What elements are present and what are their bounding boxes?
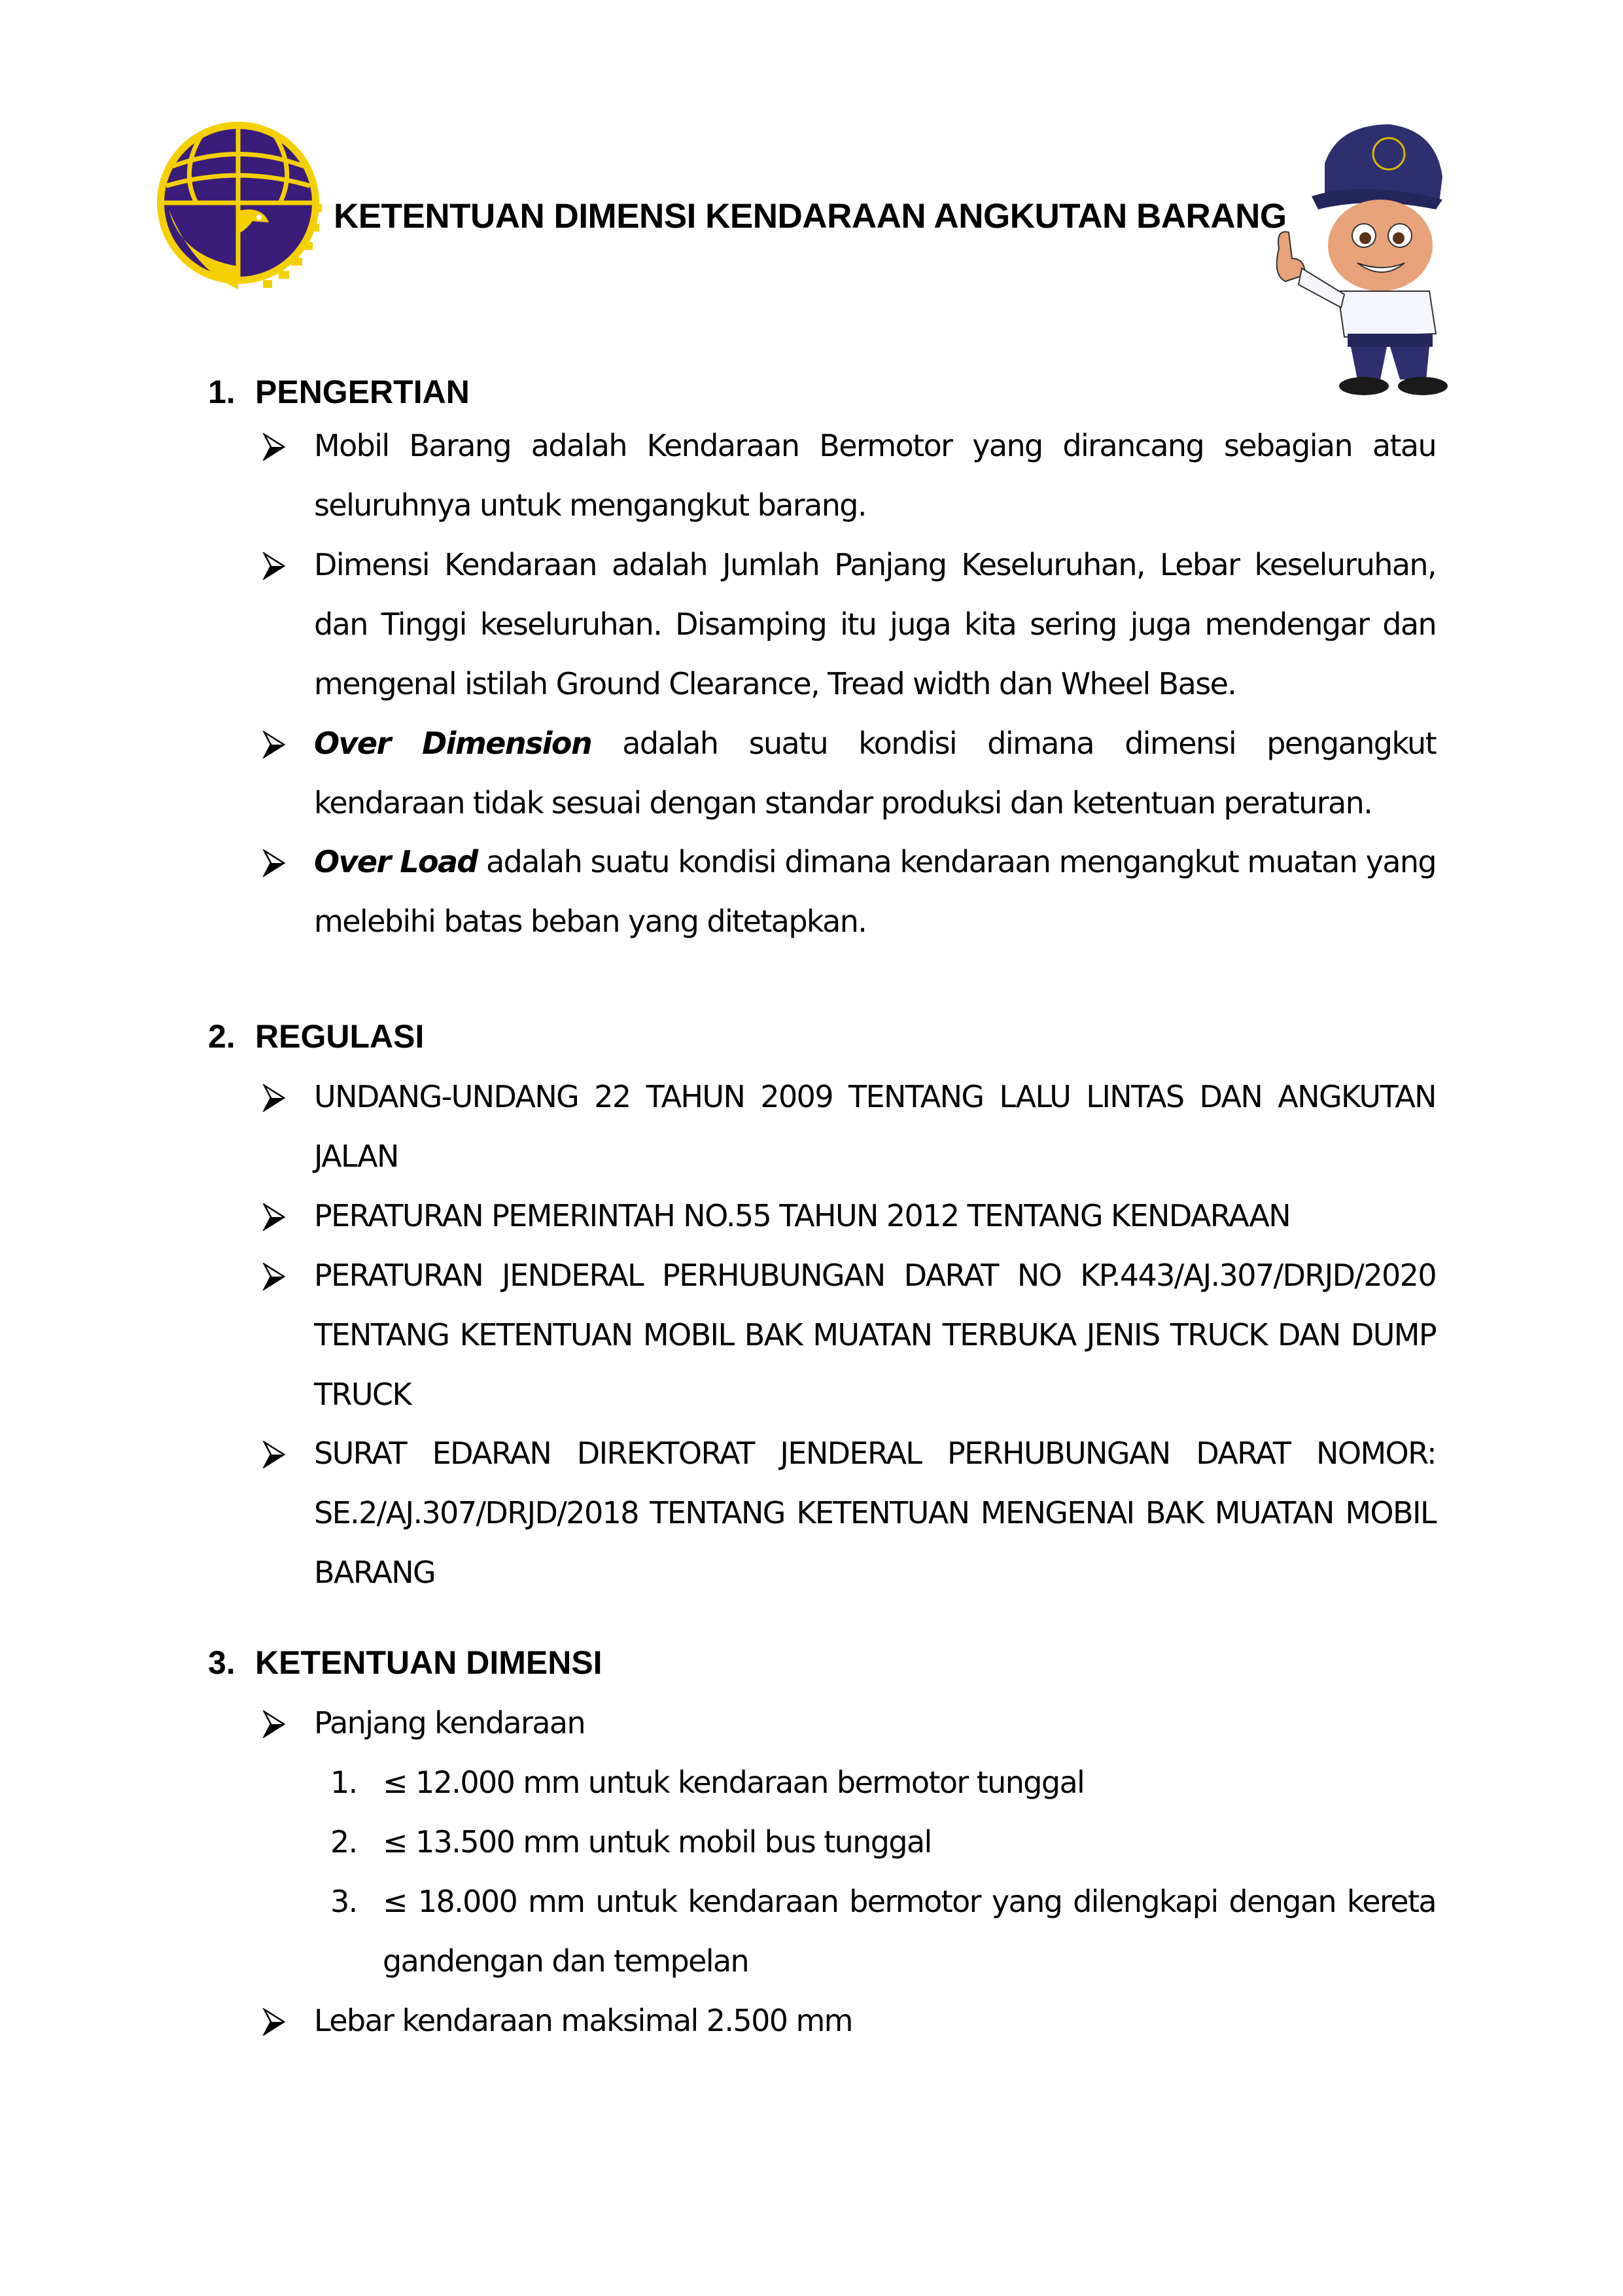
arrow-bullet-icon	[262, 433, 288, 461]
sublist-number: 1.	[330, 1765, 357, 1800]
section-heading-ketentuan-dimensi	[208, 1644, 602, 1682]
document-title: KETENTUAN DIMENSI KENDARAAN ANGKUTAN BARANG	[334, 197, 1287, 236]
sublist-number: 2.	[330, 1824, 357, 1860]
section-title: KETENTUAN DIMENSI	[255, 1644, 602, 1681]
list-item-dimensi-kendaraan: Dimensi Kendaraan adalah Jumlah Panjang Keseluruhan, Lebar keseluruhan, dan Tinggi keseluruhan. Disamping itu juga kita sering juga mendengar dan mengenal istilah Ground Clearance, Tread width dan Wheel Base.	[314, 547, 1436, 701]
length-limit-with-trailer: ≤ 18.000 mm untuk kendaraan bermotor yang dilengkapi dengan kereta gandengan dan tempelan	[383, 1884, 1436, 1979]
length-limit-single-vehicle: ≤ 12.000 mm untuk kendaraan bermotor tunggal	[383, 1765, 1085, 1800]
definition-text: adalah suatu kondisi dimana dimensi pengangkut kendaraan tidak sesuai dengan standar produksi dan ketentuan peraturan.	[314, 726, 1436, 821]
definition-text: adalah suatu kondisi dimana kendaraan mengangkut muatan yang melebihi batas beban yang ditetapkan.	[314, 844, 1436, 939]
term-over-dimension: Over Dimension	[314, 726, 592, 761]
arrow-bullet-icon	[262, 1084, 288, 1112]
section-heading-regulasi	[208, 1017, 424, 1055]
arrow-bullet-icon	[262, 1203, 288, 1231]
arrow-bullet-icon	[262, 731, 288, 758]
arrow-bullet-icon	[262, 1263, 288, 1290]
list-item-lebar-kendaraan: Lebar kendaraan maksimal 2.500 mm	[314, 2003, 852, 2038]
section-title: REGULASI	[255, 1018, 425, 1055]
list-item-mobil-barang: Mobil Barang adalah Kendaraan Bermotor yang dirancang sebagian atau seluruhnya untuk mengangkut barang.	[314, 428, 1436, 523]
regulation-item-se-2-2018: SURAT EDARAN DIREKTORAT JENDERAL PERHUBUNGAN DARAT NOMOR: SE.2/AJ.307/DRJD/2018 TENTANG KETENTUAN MENGENAI BAK MUATAN MOBIL BARANG	[314, 1436, 1436, 1590]
section-number: 2.	[208, 1018, 236, 1055]
arrow-bullet-icon	[262, 2008, 288, 2036]
section-number: 3.	[208, 1644, 236, 1681]
mascot-officer-illustration	[1266, 118, 1462, 399]
section-title: PENGERTIAN	[255, 374, 470, 410]
regulation-item-pp-55-2012: PERATURAN PEMERINTAH NO.55 TAHUN 2012 TENTANG KENDARAAN	[314, 1198, 1291, 1233]
arrow-bullet-icon	[262, 1710, 288, 1738]
section-heading-pengertian	[208, 373, 470, 411]
list-item-over-load	[314, 832, 1436, 951]
section-number: 1.	[208, 374, 236, 410]
arrow-bullet-icon	[262, 849, 288, 877]
length-limit-bus: ≤ 13.500 mm untuk mobil bus tunggal	[383, 1824, 932, 1860]
ministry-logo-icon	[154, 119, 331, 302]
list-item-over-dimension	[314, 714, 1436, 833]
arrow-bullet-icon	[262, 1441, 288, 1468]
arrow-bullet-icon	[262, 552, 288, 580]
term-over-load: Over Load	[314, 844, 478, 879]
regulation-item-kp-443-2020: PERATURAN JENDERAL PERHUBUNGAN DARAT NO KP.443/AJ.307/DRJD/2020 TENTANG KETENTUAN MOBIL BAK MUATAN TERBUKA JENIS TRUCK DAN DUMP TRUCK	[314, 1258, 1436, 1412]
list-item-panjang-kendaraan: Panjang kendaraan	[314, 1705, 585, 1740]
sublist-number: 3.	[330, 1884, 357, 1919]
regulation-item-uu-22-2009: UNDANG-UNDANG 22 TAHUN 2009 TENTANG LALU LINTAS DAN ANGKUTAN JALAN	[314, 1079, 1436, 1174]
